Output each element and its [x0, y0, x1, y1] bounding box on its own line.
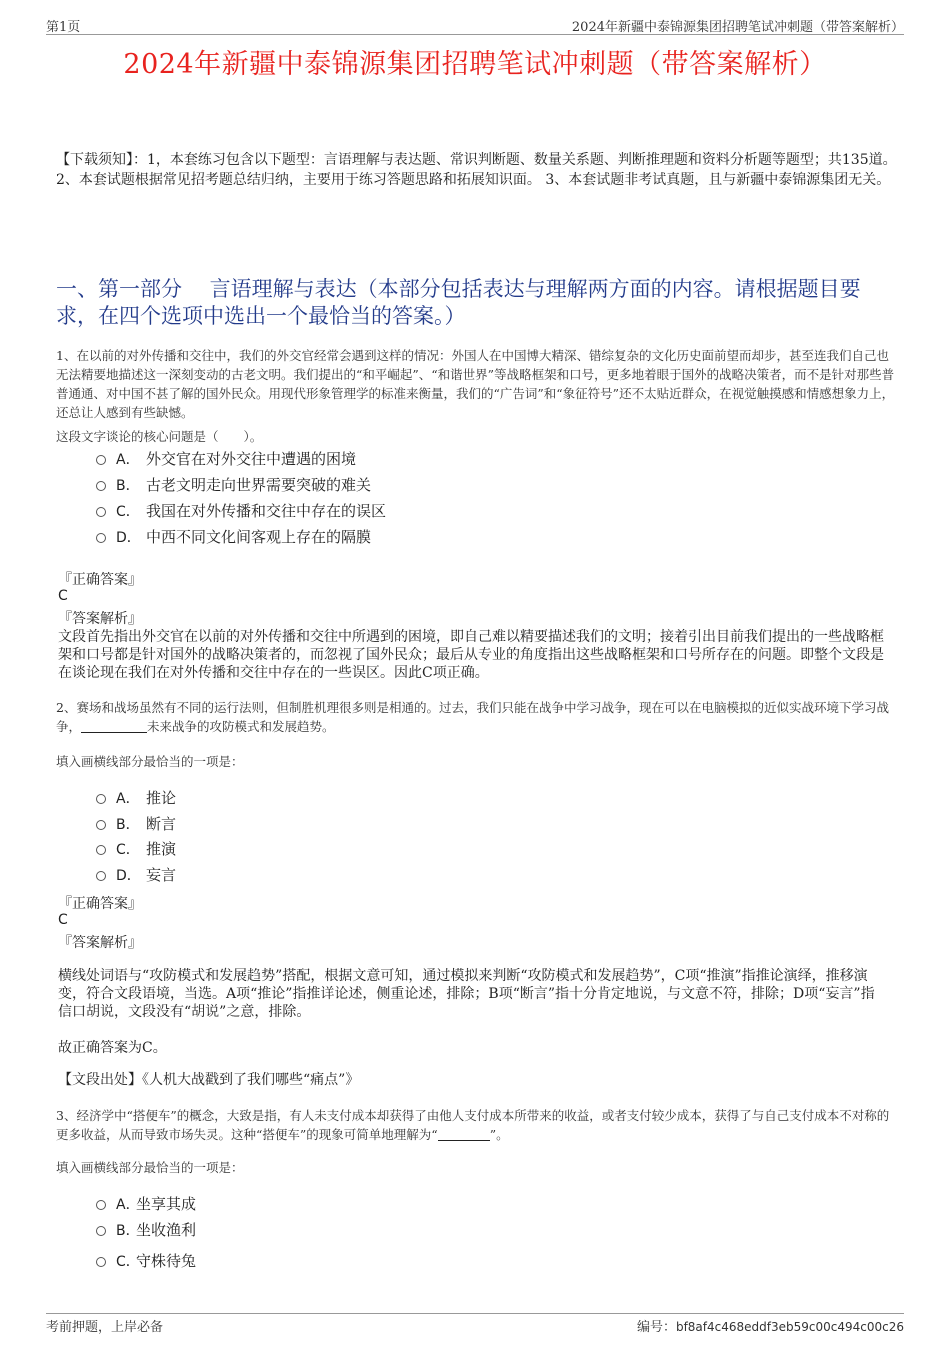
q1-option-a[interactable] [96, 448, 356, 470]
q1-question: 这段文字谈论的核心问题是（ ）。 [56, 429, 263, 444]
q1-option-b[interactable] [96, 474, 371, 496]
option-text: 坐享其成 [136, 1195, 197, 1213]
option-text: 妄言 [146, 866, 177, 884]
q2-source: 【文段出处】《人机大战戳到了我们哪些“痛点”》 [58, 1072, 360, 1088]
q1-option-c[interactable] [96, 500, 386, 522]
option-text: 外交官在对外交往中遭遇的困境 [146, 450, 357, 468]
radio-icon[interactable] [96, 1226, 106, 1236]
option-letter: B． [116, 817, 140, 833]
footer-code [637, 1316, 904, 1335]
q1-option-d[interactable] [96, 526, 371, 548]
footer-slogan: 考前押题，上岸必备 [46, 1320, 164, 1335]
q3-stem-part-a: 3、经济学中“搭便车”的概念，大致是指，有人未支付成本却获得了由他人支付成本所带来的收益，或者支付较少成本，获得了与自己支付成本不对称的更多收益，从而导致市场失灵。这种“搭便车”的现象可简单地理解为“ [56, 1108, 890, 1142]
option-letter: C． [116, 1254, 140, 1270]
q2-stem-part-a: 2、赛场和战场虽然有不同的运行法则，但制胜机理很多则是相通的。过去，我们只能在战争中学习战争，现在可以在电脑模拟的近似实战环境下学习战争， [56, 700, 889, 734]
q2-answer: C [58, 912, 68, 928]
fill-blank [81, 720, 147, 733]
fill-blank [438, 1128, 490, 1141]
option-text: 推演 [146, 840, 177, 858]
q3-stem [56, 1106, 896, 1144]
option-text: 坐收渔利 [136, 1221, 197, 1239]
radio-icon[interactable] [96, 871, 106, 881]
option-text: 我国在对外传播和交往中存在的误区 [146, 502, 387, 520]
radio-icon[interactable] [96, 1200, 106, 1210]
radio-icon[interactable] [96, 820, 106, 830]
q2-stem-part-b: 未来战争的攻防模式和发展趋势。 [147, 719, 335, 734]
option-letter: D． [116, 530, 141, 546]
radio-icon[interactable] [96, 845, 106, 855]
q1-analysis-label: 『答案解析』 [58, 611, 142, 627]
q2-analysis: 横线处词语与“攻防模式和发展趋势”搭配，根据文意可知，通过模拟来判断“攻防模式和发展趋势”，C项“推演”指推论演绎，推移演变，符合文段语境，当选。A项“推论”指推详论述，侧重论述，排除；B项“断言”指十分肯定地说，与文意不符，排除；D项“妄言”指信口胡说，文段没有“胡说”之意，排除。 [58, 968, 875, 1020]
page-footer [46, 1313, 904, 1335]
q3-option-b[interactable] [96, 1219, 196, 1241]
option-text: 断言 [146, 815, 177, 833]
radio-icon[interactable] [96, 533, 106, 543]
radio-icon[interactable] [96, 1257, 106, 1267]
option-letter: A． [116, 1197, 140, 1213]
radio-icon[interactable] [96, 481, 106, 491]
q2-option-b[interactable] [96, 813, 176, 835]
option-text: 古老文明走向世界需要突破的难关 [146, 476, 372, 494]
option-letter: C． [116, 504, 140, 520]
radio-icon[interactable] [96, 794, 106, 804]
radio-icon[interactable] [96, 455, 106, 465]
document-title: 2024年新疆中泰锦源集团招聘笔试冲刺题（带答案解析） [123, 49, 827, 80]
q2-analysis-label: 『答案解析』 [58, 935, 142, 951]
q1-analysis: 文段首先指出外交官在以前的对外传播和交往中所遇到的困境，即自己难以精要描述我们的文明；接着引出目前我们提出的一些战略框架和口号都是针对国外的战略决策者的，而忽视了国外民众；最后从专业的角度指出这些战略框架和口号所存在的问题。即整个文段是在谈论现在我们在对外传播和交往中存在的一些误区。因此C项正确。 [58, 629, 884, 681]
page-number: 第1页 [46, 20, 81, 35]
q2-option-a[interactable] [96, 787, 176, 809]
option-text: 中西不同文化间客观上存在的隔膜 [146, 528, 372, 546]
option-letter: B． [116, 478, 140, 494]
q2-correct-label: 『正确答案』 [58, 896, 142, 912]
q3-stem-part-b: ”。 [489, 1127, 509, 1142]
footer-code-label: 编号： [636, 1320, 676, 1335]
q3-question: 填入画横线部分最恰当的一项是： [56, 1160, 244, 1175]
q3-option-c[interactable] [96, 1250, 196, 1272]
radio-icon[interactable] [96, 507, 106, 517]
q1-stem: 1、在以前的对外传播和交往中，我们的外交官经常会遇到这样的情况：外国人在中国博大精深、错综复杂的文化历史面前望而却步，甚至连我们自己也无法精要地描述这一深刻变动的古老文明。我们提出的“和平崛起”、“和谐世界”等战略框架和口号，更多地着眼于国外的战略决策者，而不是针对那些普普通通、对中国不甚了解的国外民众。用现代形象管理学的标准来衡量，我们的“广告词”和“象征符号”还不太贴近群众，在视觉触摸感和情感想象力上，还总让人感到有些缺憾。 [56, 348, 895, 420]
q2-stem [56, 698, 896, 736]
option-letter: A． [116, 791, 140, 807]
section-heading: 一、第一部分 言语理解与表达（本部分包括表达与理解两方面的内容。请根据题目要求，在四个选项中选出一个最恰当的答案。） [56, 277, 861, 328]
download-notice: 【下载须知】：1，本套练习包含以下题型：言语理解与表达题、常识判断题、数量关系题、判断推理题和资料分析题等题型；共135道。 2、本套试题根据常见招考题总结归纳，主要用于练习答题思路和拓展知识面。 3、本套试题非考试真题，且与新疆中泰锦源集团无关。 [56, 152, 897, 188]
q3-option-a[interactable] [96, 1193, 196, 1215]
q2-conclusion: 故正确答案为C。 [58, 1040, 167, 1056]
page-header [46, 14, 904, 35]
footer-code-value: bf8af4c468eddf3eb59c00c494c00c26 [675, 1320, 904, 1334]
q1-correct-label: 『正确答案』 [58, 572, 142, 588]
q2-option-c[interactable] [96, 838, 176, 860]
option-letter: A． [116, 452, 140, 468]
header-doc-title: 2024年新疆中泰锦源集团招聘笔试冲刺题（带答案解析） [571, 20, 904, 35]
option-letter: D． [116, 868, 141, 884]
q1-answer: C [58, 588, 68, 604]
option-letter: C． [116, 842, 140, 858]
option-letter: B． [116, 1223, 140, 1239]
option-text: 守株待兔 [136, 1252, 197, 1270]
q2-option-d[interactable] [96, 864, 176, 886]
q2-question: 填入画横线部分最恰当的一项是： [56, 754, 244, 769]
option-text: 推论 [146, 789, 177, 807]
